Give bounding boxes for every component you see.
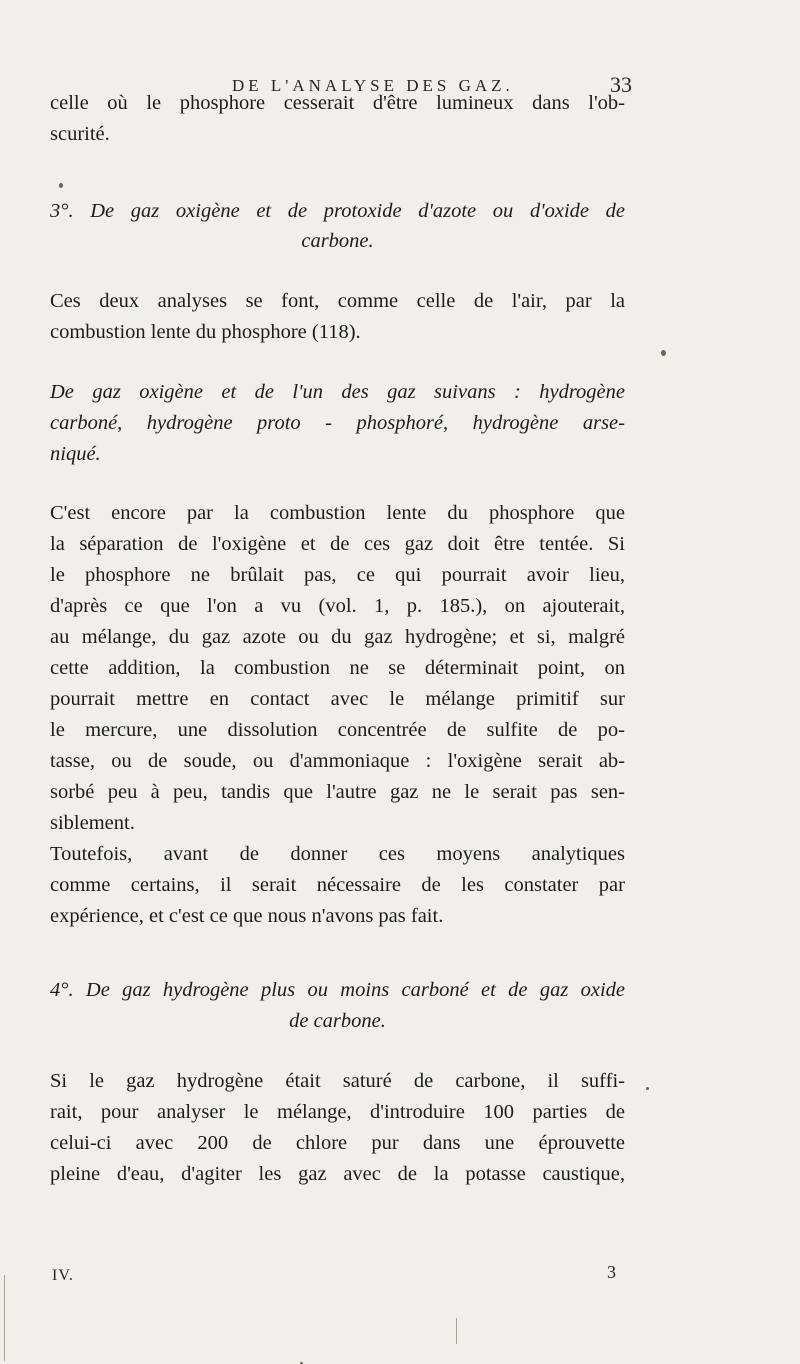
running-head: DE L'ANALYSE DES GAZ.	[232, 76, 514, 95]
text-line: la séparation de l'oxigène et de ces gaz doit être tentée. Si	[50, 533, 625, 555]
paper-scratch	[456, 1318, 457, 1344]
text-line: scurité.	[50, 123, 110, 145]
section-heading-line: carboné, hydrogène proto - phosphoré, hydrogène arse-	[50, 412, 625, 434]
text-line: au mélange, du gaz azote ou du gaz hydrogène; et si, malgré	[50, 626, 625, 648]
text-line: tasse, ou de soude, ou d'ammoniaque : l'oxigène serait ab-	[50, 750, 625, 772]
section-heading-line: niqué.	[50, 443, 101, 465]
section-heading-line: De gaz oxigène et de l'un des gaz suivans : hydrogène	[50, 381, 625, 403]
text-line: le mercure, une dissolution concentrée de sulfite de po-	[50, 719, 625, 741]
text-line: Toutefois, avant de donner ces moyens analytiques	[50, 843, 625, 865]
text-line: Si le gaz hydrogène était saturé de carbone, il suffi-	[50, 1070, 625, 1092]
text-line: expérience, et c'est ce que nous n'avons pas fait.	[50, 905, 444, 927]
section-heading-line: de carbone.	[289, 1010, 386, 1032]
text-line: celle où le phosphore cesserait d'être lumineux dans l'ob-	[50, 92, 625, 114]
text-line: sorbé peu à peu, tandis que l'autre gaz ne le serait pas sen-	[50, 781, 625, 803]
text-line: pourrait mettre en contact avec le mélange primitif sur	[50, 688, 625, 710]
text-line: C'est encore par la combustion lente du phosphore que	[50, 502, 625, 524]
section-heading-line: carbone.	[301, 230, 374, 252]
text-line: le phosphore ne brûlait pas, ce qui pourrait avoir lieu,	[50, 564, 625, 586]
text-line: siblement.	[50, 812, 135, 834]
section-heading-line: 3°. De gaz oxigène et de protoxide d'azote ou d'oxide de	[50, 200, 625, 222]
text-line: pleine d'eau, d'agiter les gaz avec de la potasse caustique,	[50, 1163, 625, 1185]
paper-speck	[646, 1087, 649, 1090]
page-number: 33	[610, 72, 632, 97]
signature-number: 3	[607, 1262, 616, 1282]
text-line: Ces deux analyses se font, comme celle de l'air, par la	[50, 290, 625, 312]
paper-speck	[661, 350, 666, 356]
paper-scratch	[4, 1275, 5, 1361]
text-line: celui-ci avec 200 de chlore pur dans une éprouvette	[50, 1132, 625, 1154]
text-line: d'après ce que l'on a vu (vol. 1, p. 185.), on ajouterait,	[50, 595, 625, 617]
signature-mark: IV.	[52, 1267, 74, 1284]
text-line: rait, pour analyser le mélange, d'introduire 100 parties de	[50, 1101, 625, 1123]
text-line: comme certains, il serait nécessaire de les constater par	[50, 874, 625, 896]
section-heading-line: 4°. De gaz hydrogène plus ou moins carboné et de gaz oxide	[50, 979, 625, 1001]
text-line: combustion lente du phosphore (118).	[50, 321, 361, 343]
paper-speck	[59, 183, 63, 188]
text-line: cette addition, la combustion ne se déterminait point, on	[50, 657, 625, 679]
